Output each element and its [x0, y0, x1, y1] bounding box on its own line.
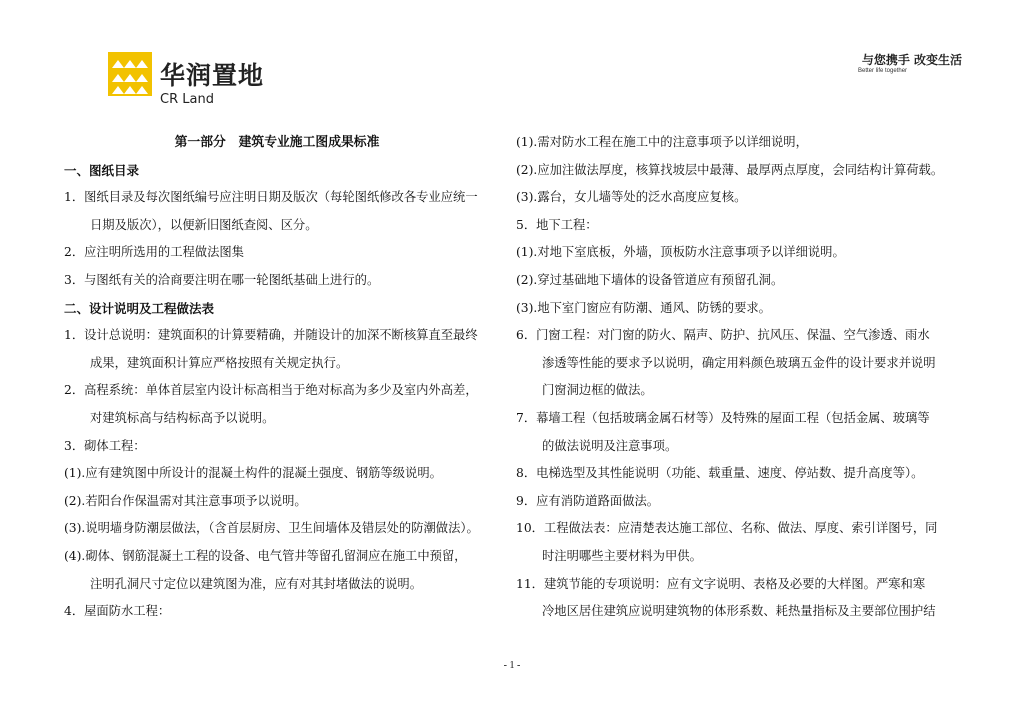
text-line: 1．图纸目录及每次图纸编号应注明日期及版次（每轮图纸修改各专业应统一: [64, 190, 478, 205]
text-line: (3).地下室门窗应有防潮、通风、防锈的要求。: [516, 300, 771, 315]
text-line: (1).对地下室底板，外墙，顶板防水注意事项予以详细说明。: [516, 245, 845, 260]
text-line: 8．电梯选型及其性能说明（功能、载重量、速度、停站数、提升高度等）。: [516, 466, 924, 481]
text-line: 7．幕墙工程（包括玻璃金属石材等）及特殊的屋面工程（包括金属、玻璃等: [516, 410, 930, 425]
left-column: [64, 129, 490, 626]
text-line: (1).需对防水工程在施工中的注意事项予以详细说明，: [516, 135, 808, 149]
text-line: 日期及版次），以便新旧图纸查阅、区分。: [90, 217, 318, 232]
text-line: 3．砌体工程：: [64, 438, 146, 453]
text-line: (4).砌体、钢筋混凝土工程的设备、电气管井等留孔留洞应在施工中预留，: [64, 548, 467, 563]
text-line: 4．屋面防水工程：: [64, 604, 171, 619]
text-line: 渗透等性能的要求予以说明，确定用料颜色玻璃五金件的设计要求并说明: [542, 355, 936, 370]
logo-chinese-name: 华润置地: [160, 61, 265, 90]
section-heading: 二、设计说明及工程做法表: [64, 300, 215, 316]
text-line: 冷地区居住建筑应说明建筑物的体形系数、耗热量指标及主要部位围护结: [542, 604, 936, 619]
right-column: [516, 129, 946, 626]
text-line: 6．门窗工程：对门窗的防火、隔声、防护、抗风压、保温、空气渗透、雨水: [516, 328, 930, 343]
text-line: (1).应有建筑图中所设计的混凝土构件的混凝土强度、钢筋等级说明。: [64, 466, 442, 481]
slogan-subtitle: Better life together: [858, 68, 908, 74]
text-line: 注明孔洞尺寸定位以建筑图为准，应有对其封堵做法的说明。: [90, 576, 423, 591]
text-line: (2).若阳台作保温需对其注意事项予以说明。: [64, 493, 307, 508]
text-line: (2).应加注做法厚度，核算找坡层中最薄、最厚两点厚度，会同结构计算荷载。: [516, 162, 944, 177]
cr-land-logo-icon: [108, 52, 152, 96]
text-line: 1．设计总说明：建筑面积的计算要精确，并随设计的加深不断核算直至最终: [64, 328, 478, 343]
text-line: (2).穿过基础地下墙体的设备管道应有预留孔洞。: [516, 272, 784, 287]
text-line: 3．与图纸有关的洽商要注明在哪一轮图纸基础上进行的。: [64, 272, 380, 287]
text-line: 5．地下工程：: [516, 217, 598, 232]
text-line: 10．工程做法表：应清楚表达施工部位、名称、做法、厚度、索引详图号，同: [516, 521, 938, 536]
section-title: 第一部分 建筑专业施工图成果标准: [174, 135, 380, 150]
text-line: 2．应注明所选用的工程做法图集: [64, 245, 244, 260]
text-line: 时注明哪些主要材料为甲供。: [542, 548, 702, 563]
logo-english-name: CR Land: [160, 92, 214, 107]
text-line: (3).说明墙身防潮层做法，（含首层厨房、卫生间墙体及错层处的防潮做法）。: [64, 521, 479, 536]
text-line: 门窗洞边框的做法。: [542, 383, 653, 398]
slogan: 与您携手 改变生活: [861, 53, 962, 67]
text-line: 成果，建筑面积计算应严格按照有关规定执行。: [90, 355, 349, 370]
text-line: 9．应有消防道路面做法。: [516, 493, 660, 508]
text-line: 的做法说明及注意事项。: [542, 438, 678, 453]
text-line: (3).露台，女儿墙等处的泛水高度应复核。: [516, 190, 747, 205]
section-heading: 一、图纸目录: [64, 162, 140, 178]
text-line: 11．建筑节能的专项说明：应有文字说明、表格及必要的大样图。严寒和寒: [516, 576, 926, 591]
text-line: 2．高程系统：单体首层室内设计标高相当于绝对标高为多少及室内外高差，: [64, 383, 478, 398]
page-number: - 1 -: [503, 660, 521, 671]
text-line: 对建筑标高与结构标高予以说明。: [90, 410, 275, 425]
